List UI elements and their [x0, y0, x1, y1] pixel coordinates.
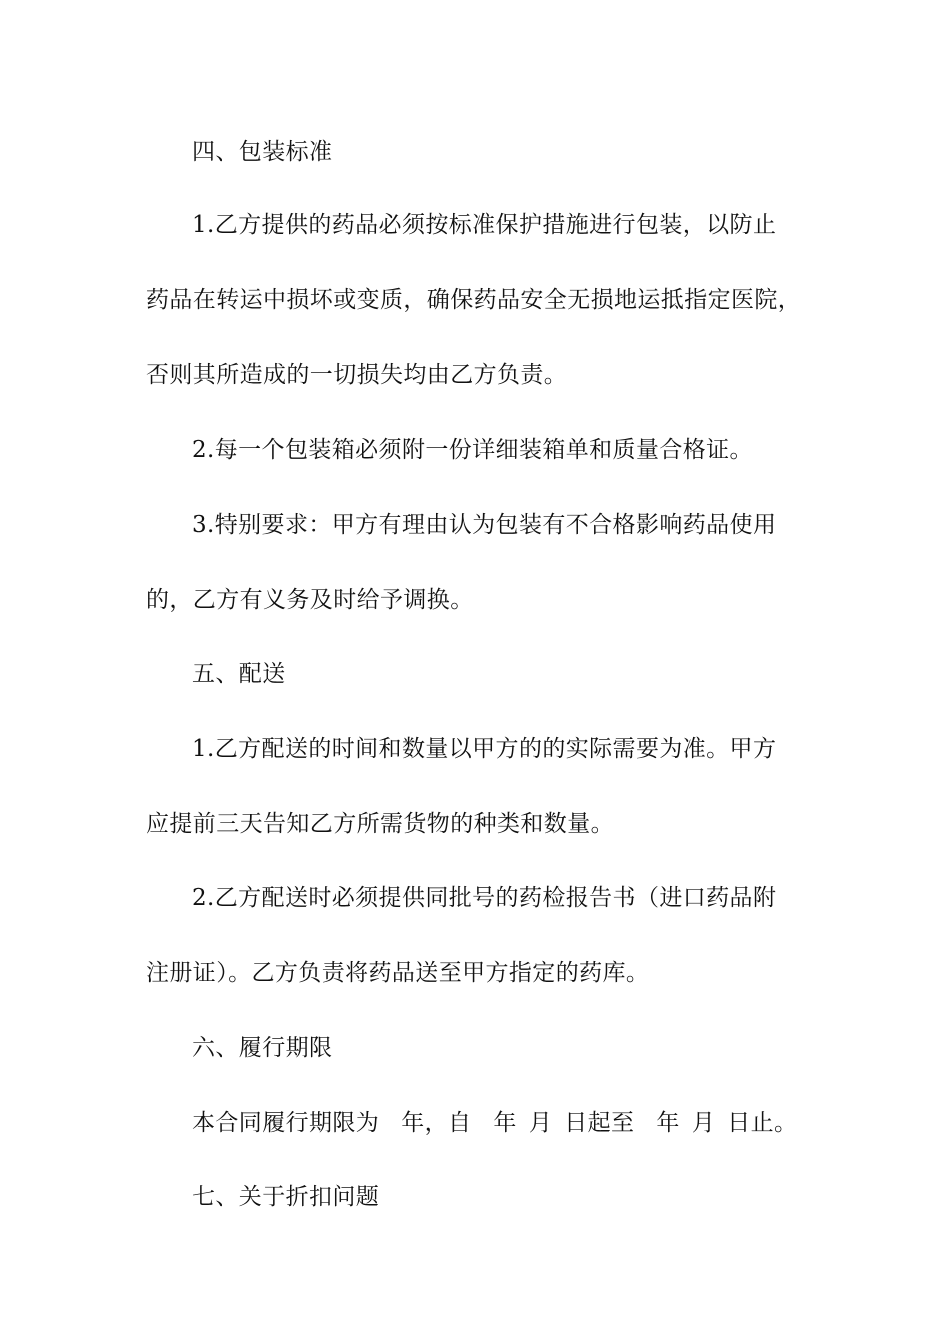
- term-years-label: 年，自: [401, 1110, 472, 1136]
- section-heading-term: 六、履行期限: [192, 1035, 333, 1061]
- paragraph-line: 1.乙方提供的药品必须按标准保护措施进行包装，以防止: [192, 212, 777, 238]
- paragraph-line: 药品在转运中损坏或变质，确保药品安全无损地运抵指定医院，: [146, 287, 802, 313]
- term-end-year: 年: [656, 1110, 680, 1136]
- section-heading-packaging: 四、包装标准: [192, 139, 333, 165]
- term-prefix: 本合同履行期限为: [192, 1110, 380, 1136]
- paragraph-line: 的，乙方有义务及时给予调换。: [146, 587, 474, 613]
- paragraph-line: 否则其所造成的一切损失均由乙方负责。: [146, 362, 568, 388]
- term-start-year: 年: [493, 1110, 517, 1136]
- paragraph-line: 1.乙方配送的时间和数量以甲方的的实际需要为准。甲方: [192, 736, 777, 762]
- term-start-day: 日起至: [564, 1110, 635, 1136]
- paragraph-line: 2.乙方配送时必须提供同批号的药检报告书（进口药品附: [192, 885, 777, 911]
- term-line: [192, 1108, 862, 1138]
- paragraph-line: 2.每一个包装箱必须附一份详细装箱单和质量合格证。: [192, 437, 753, 463]
- paragraph-line: 应提前三天告知乙方所需货物的种类和数量。: [146, 811, 614, 837]
- paragraph-line: 3.特别要求：甲方有理由认为包装有不合格影响药品使用: [192, 512, 777, 538]
- term-end-day: 日止。: [727, 1110, 798, 1136]
- section-heading-discount: 七、关于折扣问题: [192, 1184, 380, 1210]
- section-heading-delivery: 五、配送: [192, 661, 286, 687]
- term-start-month: 月: [528, 1110, 553, 1136]
- term-end-month: 月: [691, 1110, 716, 1136]
- paragraph-line: 注册证）。乙方负责将药品送至甲方指定的药库。: [146, 960, 650, 986]
